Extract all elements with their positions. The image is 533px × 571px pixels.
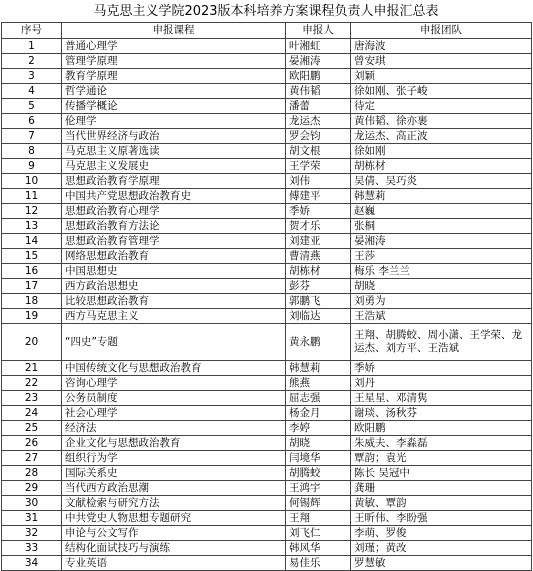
cell-seq[interactable]: 9	[2, 159, 62, 174]
cell-team[interactable]: 王翔、胡腾蛟、周小潇、王学荣、龙运杰、刘方平、王浩斌	[351, 324, 532, 361]
cell-seq[interactable]: 22	[2, 376, 62, 391]
cell-seq[interactable]: 20	[2, 324, 62, 361]
cell-seq[interactable]: 1	[2, 39, 62, 54]
cell-seq[interactable]: 29	[2, 481, 62, 496]
cell-seq[interactable]: 14	[2, 234, 62, 249]
table-row	[2, 219, 532, 234]
table-row	[2, 144, 532, 159]
cell-course[interactable]: 伦理学	[62, 114, 286, 129]
cell-course[interactable]: 传播学概论	[62, 99, 286, 114]
table-row	[2, 391, 532, 406]
table-row	[2, 376, 532, 391]
cell-team[interactable]: 赵巍	[351, 204, 532, 219]
cell-course[interactable]: 当代世界经济与政治	[62, 129, 286, 144]
cell-seq[interactable]: 32	[2, 526, 62, 541]
cell-team[interactable]: 季娇	[351, 361, 532, 376]
table-row	[2, 436, 532, 451]
cell-seq[interactable]: 2	[2, 54, 62, 69]
cell-applicant[interactable]: 刘建亚	[286, 234, 351, 249]
cell-course[interactable]: 企业文化与思想政治教育	[62, 436, 286, 451]
cell-course[interactable]: 马克思主义原著选读	[62, 144, 286, 159]
cell-applicant[interactable]: 胡文根	[286, 144, 351, 159]
cell-team[interactable]: 罗慧敏	[351, 556, 532, 571]
cell-team[interactable]: 吴倩、吴巧炎	[351, 174, 532, 189]
cell-applicant[interactable]: 胡腾蛟	[286, 466, 351, 481]
cell-applicant[interactable]: 彭芬	[286, 279, 351, 294]
cell-applicant[interactable]: 韩慧莉	[286, 361, 351, 376]
table-row	[2, 39, 532, 54]
cell-team[interactable]: 徐如刚	[351, 144, 532, 159]
cell-team[interactable]: 徐如刚、张子峻	[351, 84, 532, 99]
cell-course[interactable]: 思想政治教育方法论	[62, 219, 286, 234]
cell-course[interactable]: 马克思主义发展史	[62, 159, 286, 174]
cell-applicant[interactable]: 闫境华	[286, 451, 351, 466]
cell-seq[interactable]: 23	[2, 391, 62, 406]
table-row	[2, 541, 532, 556]
header-team[interactable]: 申报团队	[351, 23, 532, 39]
table-row	[2, 174, 532, 189]
table-row	[2, 264, 532, 279]
cell-applicant[interactable]: 曹清燕	[286, 249, 351, 264]
cell-applicant[interactable]: 贺才乐	[286, 219, 351, 234]
cell-applicant[interactable]: 龙运杰	[286, 114, 351, 129]
table-row	[2, 496, 532, 511]
cell-applicant[interactable]: 潘蕾	[286, 99, 351, 114]
cell-course[interactable]: 思想政治教育心理学	[62, 204, 286, 219]
header-course[interactable]: 申报课程	[62, 23, 286, 39]
cell-seq[interactable]: 5	[2, 99, 62, 114]
cell-seq[interactable]: 10	[2, 174, 62, 189]
cell-course[interactable]: 组织行为学	[62, 451, 286, 466]
table-row	[2, 99, 532, 114]
cell-seq[interactable]: 7	[2, 129, 62, 144]
cell-team[interactable]: 胡栋材	[351, 159, 532, 174]
cell-applicant[interactable]: 晏湘涛	[286, 54, 351, 69]
summary-table	[1, 22, 532, 571]
cell-seq[interactable]: 6	[2, 114, 62, 129]
cell-course[interactable]: 社会心理学	[62, 406, 286, 421]
cell-team[interactable]: 刘颖	[351, 69, 532, 84]
cell-team[interactable]: 晏湘涛	[351, 234, 532, 249]
cell-seq[interactable]: 13	[2, 219, 62, 234]
cell-applicant[interactable]: 傅建平	[286, 189, 351, 204]
cell-applicant[interactable]: 王学荣	[286, 159, 351, 174]
cell-seq[interactable]: 30	[2, 496, 62, 511]
cell-applicant[interactable]: 胡晓	[286, 436, 351, 451]
cell-team[interactable]: 陈长 吴冠中	[351, 466, 532, 481]
cell-team[interactable]: 王昕伟、李盼强	[351, 511, 532, 526]
cell-course[interactable]: 中国传统文化与思想政治教育	[62, 361, 286, 376]
table-row	[2, 279, 532, 294]
header-row	[2, 23, 532, 39]
cell-team[interactable]: 龚珊	[351, 481, 532, 496]
spreadsheet	[1, 2, 531, 571]
cell-applicant[interactable]: 季娇	[286, 204, 351, 219]
cell-seq[interactable]: 28	[2, 466, 62, 481]
cell-seq[interactable]: 12	[2, 204, 62, 219]
table-row	[2, 84, 532, 99]
cell-applicant[interactable]: 胡栋材	[286, 264, 351, 279]
cell-course[interactable]: 思想政治教育学原理	[62, 174, 286, 189]
cell-course[interactable]: “四史”专题	[62, 324, 286, 361]
table-row	[2, 421, 532, 436]
cell-team[interactable]: 朱威夫、李淼磊	[351, 436, 532, 451]
cell-team[interactable]: 黄伟韬、徐亦裹	[351, 114, 532, 129]
table-row	[2, 114, 532, 129]
cell-team[interactable]: 谢琰、汤秋芬	[351, 406, 532, 421]
header-seq[interactable]: 序号	[2, 23, 62, 39]
cell-applicant[interactable]: 易佳乐	[286, 556, 351, 571]
cell-applicant[interactable]: 熊燕	[286, 376, 351, 391]
cell-seq[interactable]: 27	[2, 451, 62, 466]
cell-team[interactable]: 刘丹	[351, 376, 532, 391]
table-row	[2, 361, 532, 376]
cell-seq[interactable]: 34	[2, 556, 62, 571]
cell-seq[interactable]: 3	[2, 69, 62, 84]
cell-team[interactable]: 王浩斌	[351, 309, 532, 324]
cell-course[interactable]: 中国共产党思想政治教育史	[62, 189, 286, 204]
cell-seq[interactable]: 26	[2, 436, 62, 451]
cell-seq[interactable]: 18	[2, 294, 62, 309]
sheet-title: 马克思主义学院2023版本科培养方案课程负责人申报汇总表	[93, 4, 439, 19]
table-row	[2, 249, 532, 264]
table-row	[2, 54, 532, 69]
cell-applicant[interactable]: 王鸿宇	[286, 481, 351, 496]
table-row	[2, 189, 532, 204]
cell-team[interactable]: 刘勇为	[351, 294, 532, 309]
cell-team[interactable]: 韩慧莉	[351, 189, 532, 204]
cell-course[interactable]: 文献检索与研究方法	[62, 496, 286, 511]
table-row	[2, 204, 532, 219]
cell-seq[interactable]: 33	[2, 541, 62, 556]
cell-applicant[interactable]: 刘伟	[286, 174, 351, 189]
cell-team[interactable]: 龙运杰、高正波	[351, 129, 532, 144]
cell-course[interactable]: 当代西方政治思潮	[62, 481, 286, 496]
cell-seq[interactable]: 17	[2, 279, 62, 294]
table-row	[2, 309, 532, 324]
cell-course[interactable]: 教育学原理	[62, 69, 286, 84]
cell-course[interactable]: 公务员制度	[62, 391, 286, 406]
cell-team[interactable]: 曾安琪	[351, 54, 532, 69]
cell-applicant[interactable]: 王翔	[286, 511, 351, 526]
cell-team[interactable]: 待定	[351, 99, 532, 114]
cell-seq[interactable]: 11	[2, 189, 62, 204]
cell-applicant[interactable]: 李婷	[286, 421, 351, 436]
cell-seq[interactable]: 24	[2, 406, 62, 421]
cell-course[interactable]: 申论与公文写作	[62, 526, 286, 541]
cell-team[interactable]: 梅乐 李兰兰	[351, 264, 532, 279]
cell-seq[interactable]: 4	[2, 84, 62, 99]
cell-course[interactable]: 中共党史人物思想专题研究	[62, 511, 286, 526]
table-row	[2, 69, 532, 84]
header-applicant[interactable]: 申报人	[286, 23, 351, 39]
cell-team[interactable]: 胡晓	[351, 279, 532, 294]
cell-applicant[interactable]: 欧阳鹏	[286, 69, 351, 84]
cell-course[interactable]: 咨询心理学	[62, 376, 286, 391]
cell-applicant[interactable]: 韩风华	[286, 541, 351, 556]
cell-seq[interactable]: 25	[2, 421, 62, 436]
cell-team[interactable]: 张桐	[351, 219, 532, 234]
cell-applicant[interactable]: 黄永鹏	[286, 324, 351, 361]
cell-team[interactable]: 欧阳鹏	[351, 421, 532, 436]
table-row	[2, 159, 532, 174]
table-row	[2, 129, 532, 144]
cell-course[interactable]: 经济法	[62, 421, 286, 436]
cell-applicant[interactable]: 罗会钧	[286, 129, 351, 144]
cell-applicant[interactable]: 黄伟韬	[286, 84, 351, 99]
cell-course[interactable]: 普通心理学	[62, 39, 286, 54]
cell-seq[interactable]: 8	[2, 144, 62, 159]
cell-applicant[interactable]: 郭鹏飞	[286, 294, 351, 309]
cell-applicant[interactable]: 何锡辉	[286, 496, 351, 511]
cell-team[interactable]: 王莎	[351, 249, 532, 264]
table-row	[2, 511, 532, 526]
cell-applicant[interactable]: 刘飞仁	[286, 526, 351, 541]
cell-course[interactable]: 网络思想政治教育	[62, 249, 286, 264]
cell-team[interactable]: 李萌、罗俊	[351, 526, 532, 541]
table-row	[2, 406, 532, 421]
cell-course[interactable]: 管理学原理	[62, 54, 286, 69]
table-row	[2, 466, 532, 481]
cell-course[interactable]: 专业英语	[62, 556, 286, 571]
cell-course[interactable]: 中国思想史	[62, 264, 286, 279]
cell-team[interactable]: 刘瑾；黄改	[351, 541, 532, 556]
cell-course[interactable]: 思想政治教育管理学	[62, 234, 286, 249]
cell-course[interactable]: 哲学通论	[62, 84, 286, 99]
cell-seq[interactable]: 19	[2, 309, 62, 324]
table-row	[2, 324, 532, 361]
cell-applicant[interactable]: 屈志强	[286, 391, 351, 406]
cell-team[interactable]: 覃韵；袁光	[351, 451, 532, 466]
table-row	[2, 481, 532, 496]
cell-team[interactable]: 王星星、邓清隽	[351, 391, 532, 406]
table-row	[2, 451, 532, 466]
cell-seq[interactable]: 16	[2, 264, 62, 279]
cell-team[interactable]: 黄敏、覃韵	[351, 496, 532, 511]
cell-applicant[interactable]: 刘临达	[286, 309, 351, 324]
cell-team[interactable]: 唐海波	[351, 39, 532, 54]
table-row	[2, 526, 532, 541]
cell-seq[interactable]: 21	[2, 361, 62, 376]
cell-course[interactable]: 国际关系史	[62, 466, 286, 481]
cell-course[interactable]: 比较思想政治教育	[62, 294, 286, 309]
cell-course[interactable]: 结构化面试技巧与演练	[62, 541, 286, 556]
cell-course[interactable]: 西方马克思主义	[62, 309, 286, 324]
cell-applicant[interactable]: 杨金月	[286, 406, 351, 421]
cell-seq[interactable]: 15	[2, 249, 62, 264]
cell-course[interactable]: 西方政治思想史	[62, 279, 286, 294]
table-row	[2, 294, 532, 309]
cell-applicant[interactable]: 叶湘虹	[286, 39, 351, 54]
cell-seq[interactable]: 31	[2, 511, 62, 526]
table-row	[2, 234, 532, 249]
